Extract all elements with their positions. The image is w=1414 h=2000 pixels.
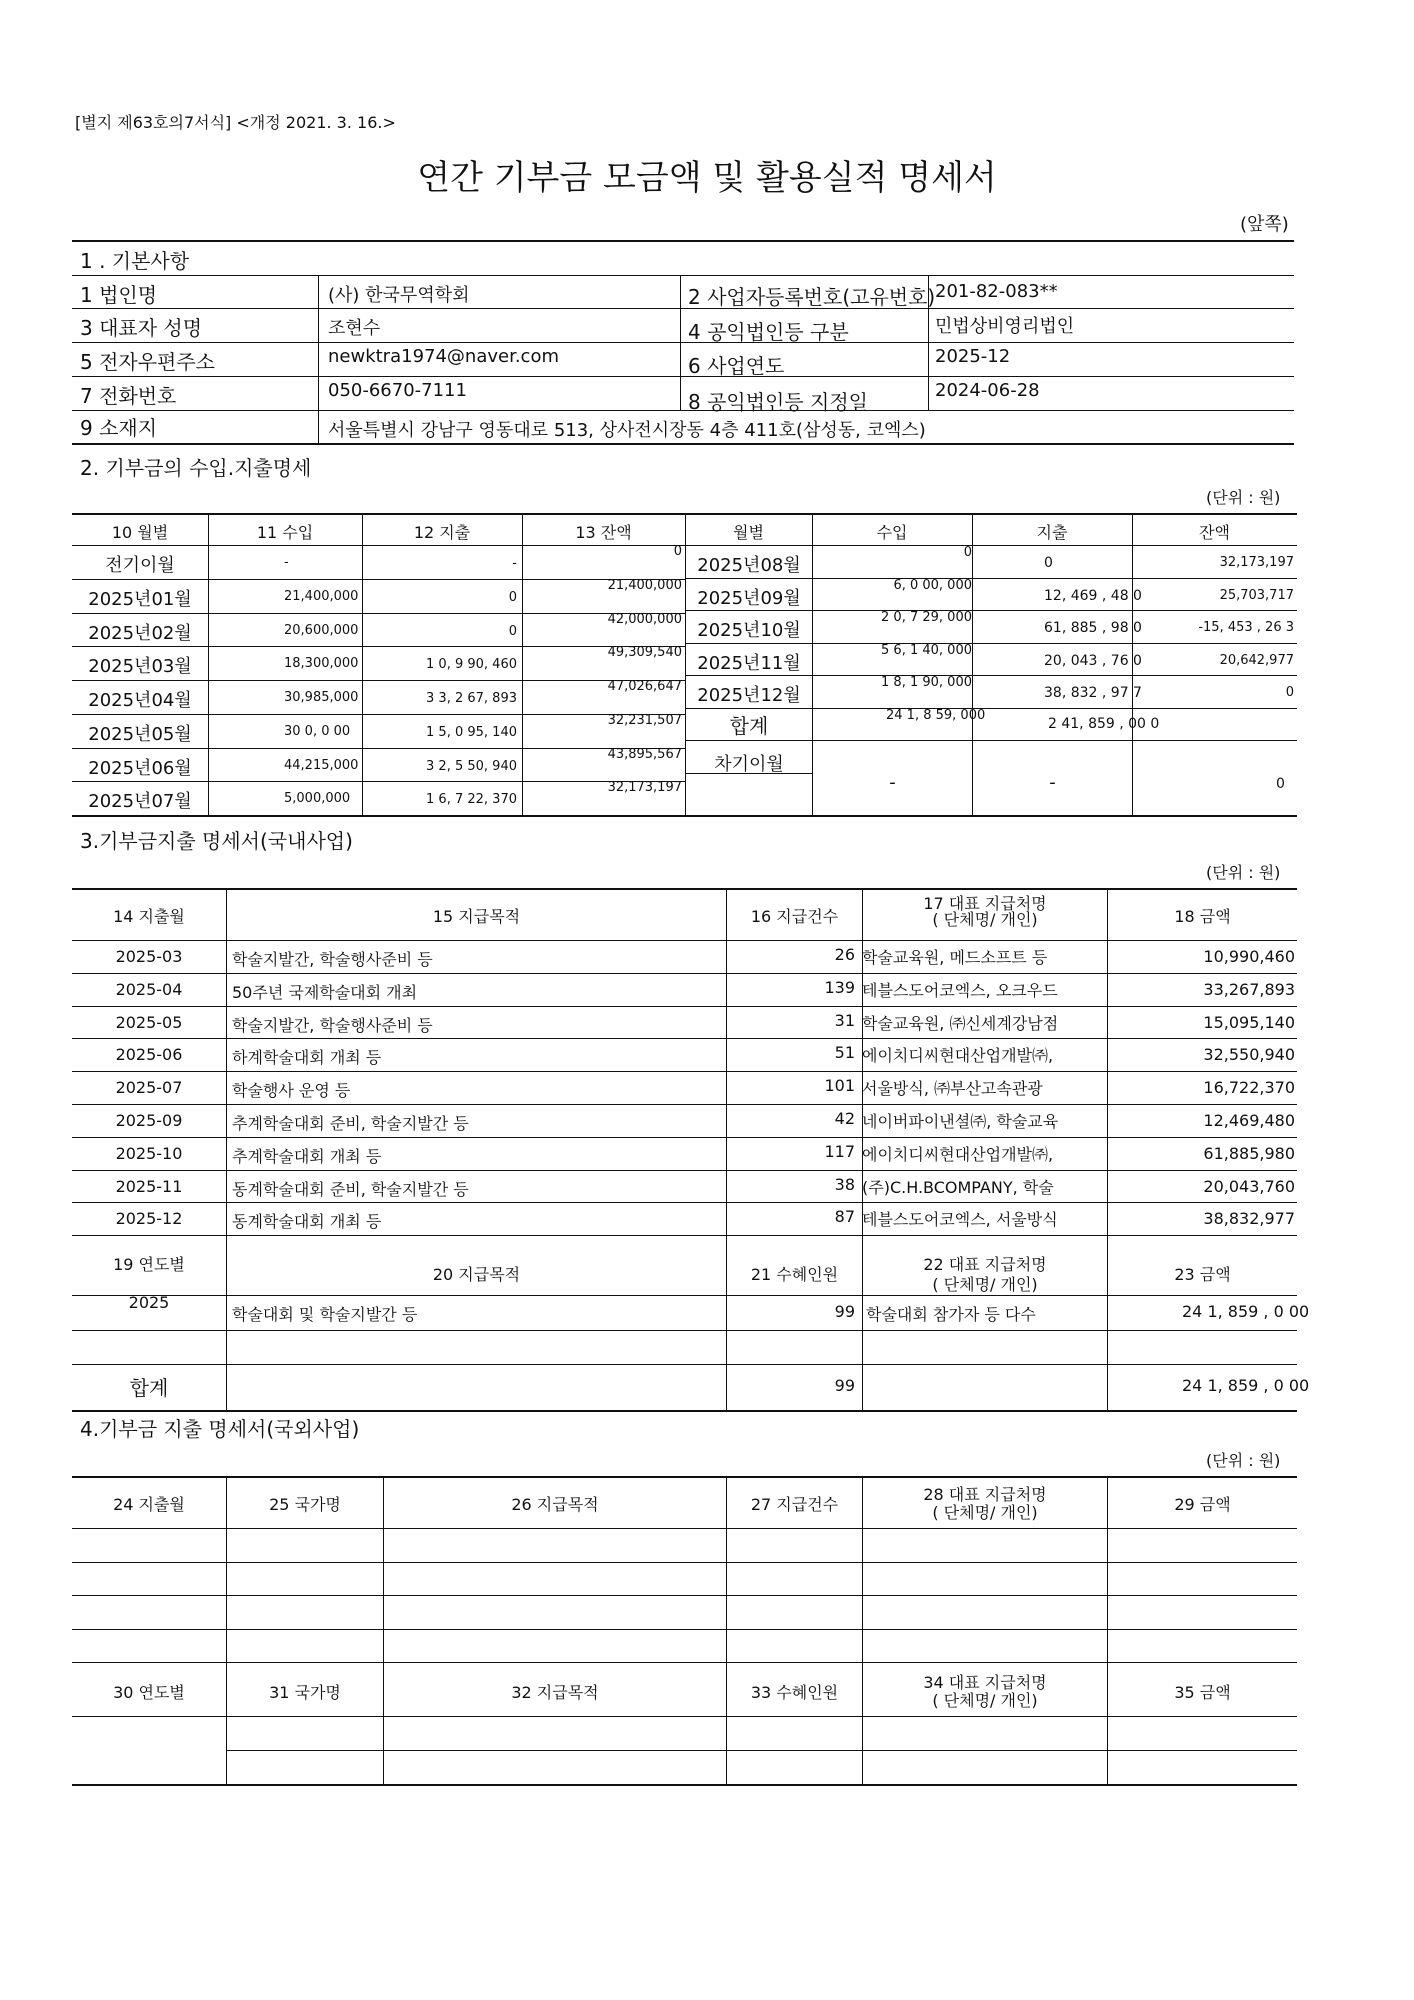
expense-cell: 38, 832 , 97 7 — [1044, 685, 1142, 701]
income-cell: 18,300,000 — [284, 656, 359, 671]
month-cell: 2025년03월 — [88, 656, 192, 677]
amount: 32,550,940 — [1203, 1045, 1295, 1064]
income-cell: 20,600,000 — [284, 623, 359, 638]
payee-name: 네이버파이낸셜㈜, 학술교육 — [862, 1112, 1059, 1131]
label-business-no: 2 사업자등록번호(고유번호) — [688, 285, 936, 309]
total-label: 합계 — [729, 714, 769, 738]
year-value: 2025 — [128, 1293, 170, 1312]
month-cell: 2025년11월 — [697, 653, 801, 674]
h-payee2-sub: ( 단체명/ 개인) — [932, 1275, 1038, 1294]
value-email: newktra1974@naver.com — [328, 346, 560, 367]
amount: 38,832,977 — [1203, 1209, 1295, 1228]
payment-count: 42 — [834, 1109, 855, 1128]
h4-payee-sub: ( 단체명/ 개인) — [932, 1503, 1038, 1522]
month-cell: 2025년05월 — [88, 724, 192, 745]
label-address: 9 소재지 — [80, 416, 158, 440]
label-fiscal-year: 6 사업연도 — [688, 354, 785, 378]
page-side-label: (앞쪽) — [1240, 214, 1289, 235]
purpose: 추계학술대회 준비, 학술지발간 등 — [232, 1114, 469, 1133]
month-cell: 2025년09월 — [697, 588, 801, 609]
h4-purpose2: 32 지급목적 — [511, 1683, 599, 1702]
page-title: 연간 기부금 모금액 및 활용실적 명세서 — [417, 158, 997, 198]
col-header: 월별 — [733, 523, 764, 542]
h-amount2: 23 금액 — [1174, 1265, 1231, 1284]
row-divider — [72, 1071, 1297, 1072]
month-cell: 2025년12월 — [697, 685, 801, 706]
balance-cell: 0 — [673, 544, 682, 559]
grand-total-label: 합계 — [129, 1376, 169, 1400]
section2-unit: (단위 : 원) — [1206, 488, 1281, 507]
value-org-type: 민법상비영리법인 — [935, 316, 1075, 337]
payment-count: 26 — [834, 945, 855, 964]
expense-cell: 20, 043 , 76 0 — [1044, 653, 1142, 669]
payment-count: 38 — [834, 1175, 855, 1194]
row-divider — [72, 1170, 1297, 1171]
amount: 16,722,370 — [1203, 1078, 1295, 1097]
income-cell: 1 8, 1 90, 000 — [881, 675, 972, 690]
expense-month: 2025-10 — [115, 1144, 183, 1163]
col-header: 12 지출 — [413, 523, 471, 542]
label-phone: 7 전화번호 — [80, 384, 177, 408]
value-address: 서울특별시 강남구 영동대로 513, 상사전시장동 4층 411호(삼성동, 코엑스) — [328, 420, 926, 441]
year-amount: 24 1, 859 , 0 00 — [1182, 1302, 1310, 1321]
h-payee: 17 대표 지급처명 — [923, 894, 1047, 913]
income-cell: 21,400,000 — [284, 589, 359, 604]
expense-month: 2025-07 — [115, 1078, 183, 1097]
income-cell: 5,000,000 — [284, 791, 351, 806]
value-business-no: 201-82-083** — [935, 281, 1058, 302]
purpose: 학술지발간, 학술행사준비 등 — [232, 1016, 433, 1035]
balance-cell: 0 — [1285, 685, 1294, 700]
purpose: 50주년 국제학술대회 개최 — [232, 983, 418, 1002]
payment-count: 139 — [824, 978, 855, 997]
row-divider — [72, 1235, 1297, 1236]
row-divider — [812, 740, 1297, 741]
purpose: 동계학술대회 개최 등 — [232, 1212, 382, 1231]
h4-payee2: 34 대표 지급처명 — [923, 1673, 1047, 1692]
income-cell: 2 0, 7 29, 000 — [881, 610, 972, 625]
grand-total-amount: 24 1, 859 , 0 00 — [1182, 1376, 1310, 1395]
row-divider — [72, 1137, 1297, 1138]
expense-month: 2025-05 — [115, 1013, 183, 1032]
month-cell: 2025년02월 — [88, 623, 192, 644]
carry-income: - — [889, 772, 896, 793]
h4-year: 30 연도별 — [113, 1683, 185, 1702]
row-divider — [72, 1104, 1297, 1105]
h4-amount2: 35 금액 — [1174, 1683, 1231, 1702]
carry-label: 차기이월 — [714, 754, 784, 775]
year-purpose: 학술대회 및 학술지발간 등 — [232, 1305, 418, 1324]
month-cell: 2025년10월 — [697, 620, 801, 641]
expense-cell: 1 6, 7 22, 370 — [426, 792, 517, 807]
income-cell: 30,985,000 — [284, 690, 359, 705]
payment-count: 51 — [834, 1043, 855, 1062]
h4-month: 24 지출월 — [113, 1495, 185, 1514]
value-designation-date: 2024-06-28 — [935, 380, 1040, 401]
balance-cell: 42,000,000 — [607, 612, 682, 627]
grand-total-count: 99 — [834, 1376, 855, 1395]
income-cell: - — [284, 555, 289, 570]
row-divider — [72, 1295, 1297, 1296]
col-header: 11 수입 — [256, 523, 314, 542]
col-header: 13 잔액 — [575, 523, 632, 542]
month-cell: 2025년08월 — [697, 555, 801, 576]
expense-cell: 1 5, 0 95, 140 — [426, 725, 517, 740]
expense-month: 2025-11 — [115, 1177, 183, 1196]
carry-expense: - — [1049, 772, 1056, 793]
expense-month: 2025-12 — [115, 1209, 183, 1228]
balance-cell: 32,173,197 — [1219, 555, 1294, 570]
value-corp-name: (사) 한국무역학회 — [328, 285, 470, 306]
payee-name: 테블스도어코엑스, 서울방식 — [862, 1210, 1058, 1229]
row-divider — [72, 973, 1297, 974]
balance-cell: 43,895,567 — [607, 747, 682, 762]
col-header: 수입 — [876, 523, 908, 542]
amount: 15,095,140 — [1203, 1013, 1295, 1032]
expense-month: 2025-06 — [115, 1045, 183, 1064]
purpose: 하계학술대회 개최 등 — [232, 1048, 382, 1067]
section3-unit: (단위 : 원) — [1206, 863, 1281, 882]
balance-cell: -15, 453 , 26 3 — [1198, 620, 1294, 635]
purpose: 학술행사 운영 등 — [232, 1081, 351, 1100]
carry-balance: 0 — [1276, 776, 1285, 792]
balance-cell: 32,173,197 — [607, 780, 682, 795]
expense-cell: 1 0, 9 90, 460 — [426, 657, 517, 672]
income-cell: 44,215,000 — [284, 758, 359, 773]
expense-cell: 3 2, 5 50, 940 — [426, 759, 517, 774]
payment-count: 87 — [834, 1207, 855, 1226]
month-cell: 2025년06월 — [88, 758, 192, 779]
h-expense-month: 14 지출월 — [113, 907, 185, 926]
h-payee-sub: ( 단체명/ 개인) — [932, 910, 1038, 929]
balance-cell: 25,703,717 — [1219, 588, 1294, 603]
form-reference: [별지 제63호의7서식] <개정 2021. 3. 16.> — [75, 113, 396, 132]
purpose: 동계학술대회 준비, 학술지발간 등 — [232, 1180, 469, 1199]
section4-unit: (단위 : 원) — [1206, 1451, 1281, 1470]
h-year: 19 연도별 — [113, 1255, 185, 1274]
payee-name: 서울방식, ㈜부산고속관광 — [862, 1079, 1043, 1098]
expense-cell: 61, 885 , 98 0 — [1044, 620, 1142, 636]
value-phone: 050-6670-7111 — [328, 380, 467, 401]
h-amount: 18 금액 — [1174, 907, 1231, 926]
row-divider — [72, 1364, 1297, 1365]
h-count: 16 지급건수 — [750, 907, 839, 926]
h4-payee2-sub: ( 단체명/ 개인) — [932, 1691, 1038, 1710]
section1-title: 1 . 기본사항 — [80, 249, 190, 273]
label-designation-date: 8 공익법인등 지정일 — [688, 390, 868, 414]
h4-purpose: 26 지급목적 — [511, 1495, 599, 1514]
balance-cell: 20,642,977 — [1219, 653, 1294, 668]
month-cell: 2025년01월 — [88, 589, 192, 610]
expense-cell: 3 3, 2 67, 893 — [426, 691, 517, 706]
month-cell: 2025년07월 — [88, 791, 192, 812]
h-purpose2: 20 지급목적 — [432, 1265, 521, 1284]
payee-name: (주)C.H.BCOMPANY, 학술 — [862, 1178, 1054, 1197]
balance-cell: 32,231,507 — [607, 713, 682, 728]
income-cell: 5 6, 1 40, 000 — [881, 643, 972, 658]
payee-name: 에이치디씨현대산업개발㈜, — [862, 1046, 1054, 1065]
label-representative: 3 대표자 성명 — [80, 316, 203, 340]
label-email: 5 전자우편주소 — [80, 350, 216, 374]
row-divider — [72, 1006, 1297, 1007]
col-header: 잔액 — [1199, 523, 1230, 542]
amount: 20,043,760 — [1203, 1177, 1295, 1196]
total-income: 24 1, 8 59, 000 — [886, 708, 986, 723]
payment-count: 101 — [824, 1076, 855, 1095]
h4-amount: 29 금액 — [1174, 1495, 1231, 1514]
section3-title: 3.기부금지출 명세서(국내사업) — [80, 829, 353, 853]
payee-name: 테블스도어코엑스, 오크우드 — [862, 981, 1058, 1000]
year-beneficiaries: 99 — [834, 1302, 855, 1321]
expense-month: 2025-04 — [115, 980, 183, 999]
h-beneficiaries: 21 수혜인원 — [750, 1265, 839, 1284]
row-divider — [72, 1038, 1297, 1039]
section4-title: 4.기부금 지출 명세서(국외사업) — [80, 1417, 360, 1441]
month-cell: 2025년04월 — [88, 690, 192, 711]
row-divider — [812, 708, 1297, 709]
amount: 33,267,893 — [1203, 980, 1295, 999]
expense-cell: - — [512, 556, 517, 571]
value-representative: 조현수 — [328, 318, 381, 339]
expense-cell: 0 — [1044, 555, 1053, 571]
row-divider — [72, 1202, 1297, 1203]
expense-month: 2025-09 — [115, 1111, 183, 1130]
income-cell: 6, 0 00, 000 — [893, 578, 972, 593]
payment-count: 117 — [824, 1142, 855, 1161]
income-cell: 0 — [963, 545, 972, 560]
label-org-type: 4 공익법인등 구분 — [688, 320, 849, 344]
label-corp-name: 1 법인명 — [80, 283, 158, 307]
expense-cell: 0 — [508, 624, 517, 639]
col-header: 10 월별 — [111, 523, 169, 542]
expense-cell: 0 — [508, 590, 517, 605]
year-payee: 학술대회 참가자 등 다수 — [866, 1305, 1036, 1324]
balance-cell: 47,026,647 — [607, 679, 682, 694]
balance-cell: 21,400,000 — [607, 578, 682, 593]
h4-count: 27 지급건수 — [750, 1495, 839, 1514]
expense-month: 2025-03 — [115, 947, 183, 966]
h4-country: 25 국가명 — [269, 1495, 341, 1514]
amount: 61,885,980 — [1203, 1144, 1295, 1163]
h-payee2: 22 대표 지급처명 — [923, 1255, 1047, 1274]
purpose: 학술지발간, 학술행사준비 등 — [232, 950, 433, 969]
purpose: 추계학술대회 개최 등 — [232, 1147, 382, 1166]
balance-cell: 49,309,540 — [607, 645, 682, 660]
h4-beneficiaries: 33 수혜인원 — [750, 1683, 839, 1702]
h-purpose: 15 지급목적 — [432, 907, 521, 926]
value-fiscal-year: 2025-12 — [935, 346, 1011, 367]
section2-title: 2. 기부금의 수입.지출명세 — [80, 456, 312, 480]
income-cell: 30 0, 0 00 — [284, 724, 351, 739]
amount: 10,990,460 — [1203, 947, 1295, 966]
payee-name: 학술교육원, ㈜신세계강남점 — [862, 1014, 1059, 1033]
col-header: 지출 — [1036, 523, 1068, 542]
row-divider — [72, 1330, 1297, 1331]
payee-name: 학술교육원, 메드소프트 등 — [862, 948, 1048, 967]
amount: 12,469,480 — [1203, 1111, 1295, 1130]
h4-payee: 28 대표 지급처명 — [923, 1485, 1047, 1504]
expense-cell: 12, 469 , 48 0 — [1044, 588, 1142, 604]
total-expense: 2 41, 859 , 00 0 — [1048, 716, 1160, 732]
payment-count: 31 — [834, 1011, 855, 1030]
month-cell: 전기이월 — [105, 555, 175, 576]
h4-country2: 31 국가명 — [269, 1683, 341, 1702]
payee-name: 에이치디씨현대산업개발㈜, — [862, 1145, 1054, 1164]
